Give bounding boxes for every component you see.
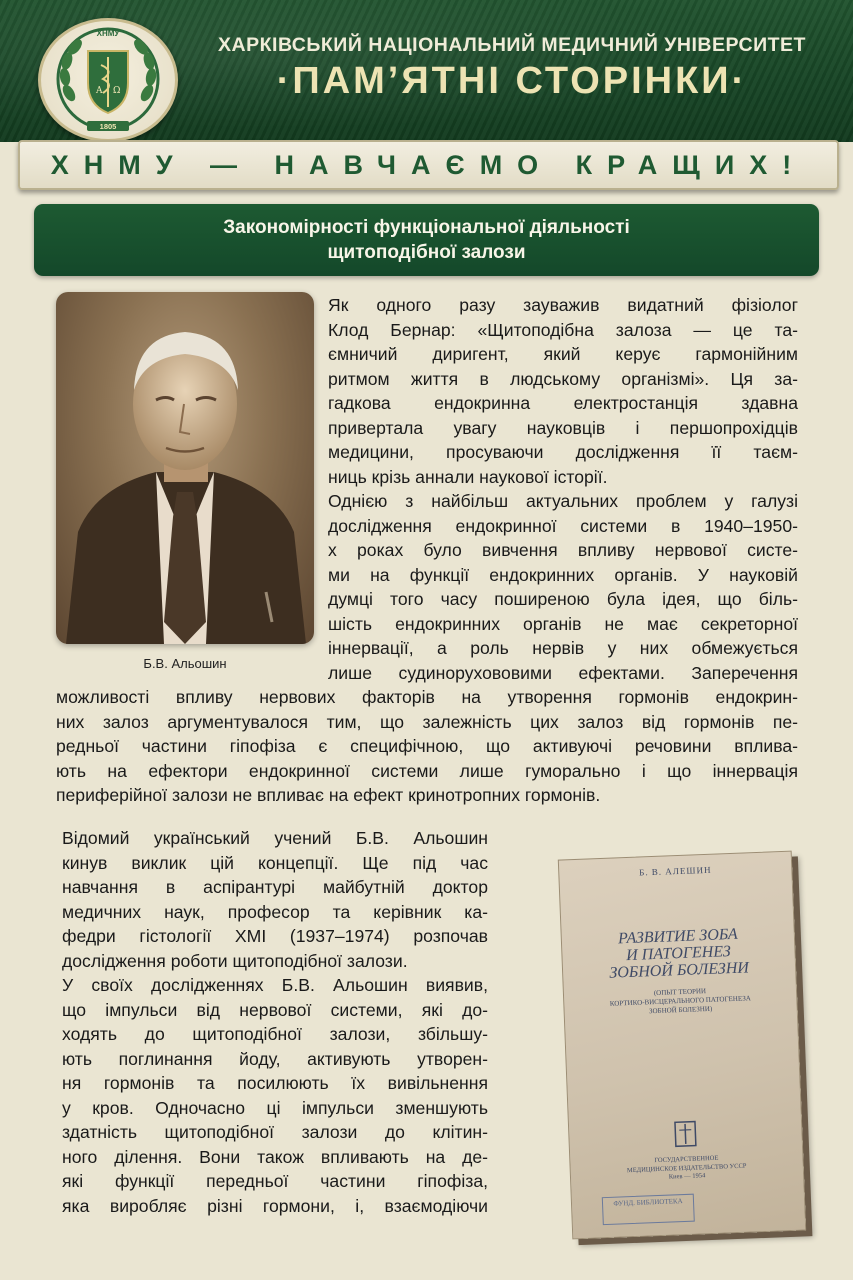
paragraph-line: х роках було вивчення впливу нервової систе-: [328, 540, 798, 560]
book-title: [562, 924, 796, 984]
paragraph-line: здатність щитоподібної залози до клітин-: [62, 1122, 488, 1142]
book-title-line: ЗОБНОЙ БОЛЕЗНИ: [609, 959, 750, 982]
paragraph-line: ходять до щитоподібної залози, збільшу-: [62, 1024, 488, 1044]
paragraph-line: ниць крізь аннали наукової історії.: [328, 466, 608, 487]
paragraph-line: них залоз аргументувалося тим, що залежність цих залоз від гормонів пе-: [56, 711, 798, 732]
paragraph-line: кинув виклик цій концепції. Ще під час: [62, 852, 488, 873]
paragraph-line: медичних наук, професор та керівник ка-: [62, 901, 488, 922]
article-title-line-1: Закономірності функціональної діяльності: [223, 217, 630, 238]
book-cover-image: [558, 851, 806, 1240]
header-banner: [0, 0, 853, 142]
book-publisher-line: ГОСУДАРСТВЕННОЕ: [654, 1154, 719, 1165]
paragraph-1: [328, 293, 798, 489]
paragraph-line: дослідження роботи щитоподібної залози.: [62, 950, 408, 971]
paragraph-3: [62, 826, 488, 973]
paragraph-line: ня гормонів та посилюють їх вивільнення: [62, 1073, 488, 1093]
book-subtitle-line: КОРТИКО-ВИСЦЕРАЛЬНОГО ПАТОГЕНЕЗА: [609, 994, 751, 1008]
book-title-line: И ПАТОГЕНЕЗ: [625, 943, 732, 965]
library-stamp: ФУНД. БИБЛИОТЕКА: [602, 1194, 695, 1226]
paragraph-line: ритмом життя в людському організмі». Ця за-: [328, 368, 798, 389]
book-author: Б. В. АЛЕШИН: [638, 864, 712, 878]
book-subtitle-line: ЗОБНОЙ БОЛЕЗНИ): [648, 1004, 713, 1016]
paragraph-line: Однією з найбільш актуальних проблем у галузі: [328, 491, 798, 511]
paragraph-line: гадкова ендокринна електростанція здавна: [328, 393, 798, 413]
paragraph-line: що імпульси від нервової системи, які до-: [62, 999, 488, 1020]
paragraph-line: іннервації, а роль нервів у них обмежується: [328, 638, 798, 658]
article-title: [34, 204, 819, 276]
paragraph-line: які функції передньої частини гіпофіза,: [62, 1171, 488, 1191]
paragraph-line: Як одного разу зауважив видатний фізіолог: [328, 295, 798, 315]
paragraph-line: у кров. Одночасно ці імпульси зменшують: [62, 1097, 488, 1118]
paragraph-4: [62, 973, 488, 1218]
paragraph-line: шість ендокринних органів не має секреторної: [328, 613, 798, 634]
svg-text:Ω: Ω: [113, 86, 121, 96]
paragraph-line: думці того часу поширеною була ідея, що біль-: [328, 589, 798, 609]
book-subtitle-line: (ОПЫТ ТЕОРИИ: [653, 987, 707, 998]
university-logo: [38, 18, 178, 142]
book-publisher-line: Киев — 1954: [668, 1172, 706, 1181]
paragraph-line: ють на ефектори ендокринної системи лише гуморально і що іннервація: [56, 760, 798, 781]
paragraph-line: яка виробляє різні гормони, і, взаємодіючи: [62, 1195, 488, 1216]
university-name: ХАРКІВСЬКИЙ НАЦІОНАЛЬНИЙ МЕДИЧНИЙ УНІВЕРСИТЕТ: [218, 34, 806, 56]
paragraph-line: ного ділення. Вони також впливають на де-: [62, 1146, 488, 1167]
motto-band: [18, 140, 839, 190]
portrait-photo: [56, 292, 314, 644]
book-title-line: РАЗВИТИЕ ЗОБА: [617, 925, 738, 948]
paragraph-line: Відомий український учений Б.В. Альошин: [62, 828, 488, 848]
logo-caption: ХНМУ: [96, 29, 120, 38]
paragraph-line: можливості впливу нервових факторів на утворення гормонів ендокрин-: [56, 687, 798, 707]
paragraph-line: привертала увагу науковців і першопрохідців: [328, 417, 798, 438]
portrait-person-icon: [56, 292, 314, 644]
book-subtitle: [580, 984, 781, 1019]
paragraph-line: У своїх дослідженнях Б.В. Альошин виявив,: [62, 975, 488, 995]
paragraph-line: медицини, просуваючи дослідження її таєм-: [328, 442, 798, 462]
paragraph-2: [328, 489, 798, 685]
motto: ХНМУ — НАВЧАЄМО КРАЩИХ!: [50, 149, 807, 180]
book-publisher: [570, 1151, 803, 1185]
paragraph-line: редньої частини гіпофіза є специфічною, що активуючі речовини вплива-: [56, 736, 798, 756]
portrait-caption: Б.В. Альошин: [143, 656, 227, 671]
series-title: ·ПАМ’ЯТНІ СТОРІНКИ·: [276, 60, 748, 102]
paragraph-line: навчання в аспірантурі майбутній доктор: [62, 877, 488, 897]
paragraph-line: федри гістології ХМІ (1937–1974) розпочав: [62, 926, 488, 946]
paragraph-line: ми на функції ендокринних органів. У науковій: [328, 564, 798, 585]
article-title-line-2: щитоподібної залози: [327, 242, 526, 263]
logo-year: 1805: [99, 122, 117, 131]
paragraph-line: лише судинорухововими ефектами. Заперечення: [328, 662, 798, 683]
book-publisher-line: МЕДИЦИНСКОЕ ИЗДАТЕЛЬСТВО УССР: [626, 1162, 747, 1174]
paragraph-line: дослідження ендокринної системи в 1940–1950-: [328, 515, 798, 536]
svg-text:Α: Α: [96, 86, 103, 96]
publisher-emblem-icon: [671, 1117, 700, 1150]
paragraph-2-continued: [56, 685, 798, 808]
paragraph-line: Клод Бернар: «Щитоподібна залоза — це та-: [328, 319, 798, 340]
paragraph-line: ємничий диригент, який керує гармонійним: [328, 344, 798, 364]
paragraph-line: ють поглинання йоду, активують утворен-: [62, 1048, 488, 1069]
paragraph-line: периферійної залози не впливає на ефект кринотропних гормонів.: [56, 785, 601, 805]
